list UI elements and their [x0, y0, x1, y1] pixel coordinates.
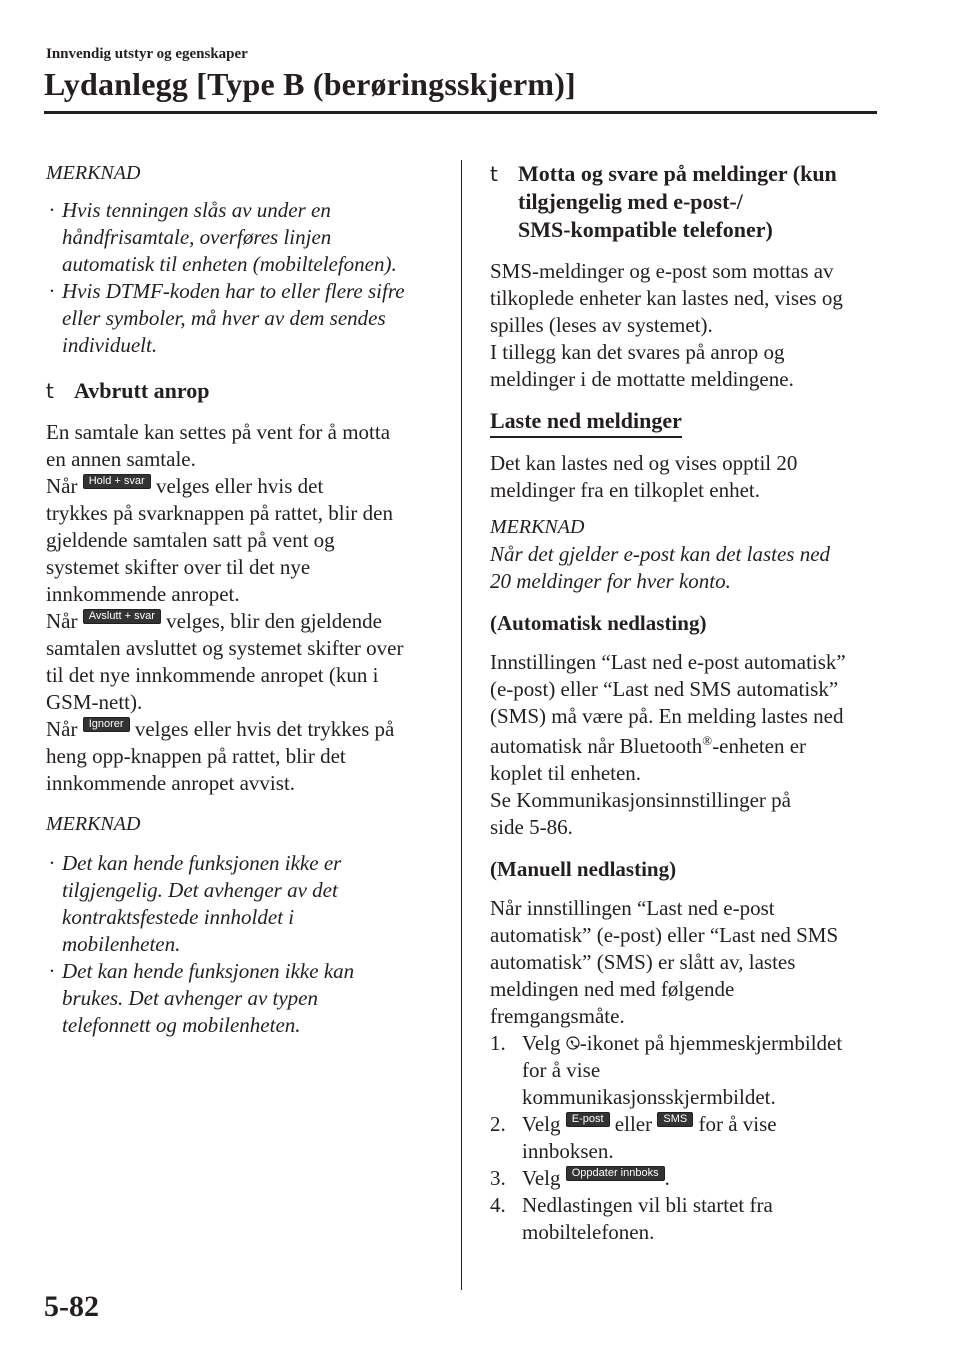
- column-divider: [461, 160, 462, 1290]
- left-column: [46, 160, 444, 1039]
- paragraph: Det kan lastes ned og vises opptil 20 meldinger fra en tilkoplet enhet.: [490, 451, 798, 502]
- sms-button: SMS: [657, 1112, 693, 1127]
- paragraph: SMS-meldinger og e-post som mottas av tilkoplede enheter kan lastes ned, vises og spilles (leses av systemet). I tillegg kan det svares på anrop og meldinger i de mottatte meldingene.: [490, 259, 843, 391]
- section-marker-icon: t: [46, 379, 54, 403]
- note-bullet: · Det kan hende funksjonen ikke er tilgjengelig. Det avhenger av det kontraktsfestede innholdet i mobilenheten.: [49, 851, 342, 956]
- step-2: 2. Velg E-post eller SMS for å vise innboksen.: [490, 1112, 777, 1163]
- subheading-manuell: (Manuell nedlasting): [490, 857, 677, 881]
- section-heading-motta-meldinger: t Motta og svare på meldinger (kun tilgjengelig med e-post-/ SMS-kompatible telefoner): [490, 161, 837, 242]
- page-number: 5-82: [44, 1290, 99, 1323]
- hold-svar-button: Hold + svar: [83, 474, 151, 489]
- note-text: Når det gjelder e-post kan det lastes ned 20 meldinger for hver konto.: [490, 542, 831, 593]
- note-bullet: · Hvis DTMF-koden har to eller flere sifre eller symboler, må hver av dem sendes individuelt.: [49, 279, 405, 357]
- section-marker-icon: t: [490, 162, 498, 186]
- oppdater-innboks-button: Oppdater innboks: [566, 1166, 665, 1181]
- header-section: Innvendig utstyr og egenskaper: [46, 46, 248, 62]
- paragraph: En samtale kan settes på vent for å motta en annen samtale. Når Hold + svar velges eller hvis det trykkes på svarknappen på rattet, blir den gjeldende samtalen satt på vent og systemet skifter over til det nye innkommende anropet. Når Avslutt + svar velges, blir den gjeldende samtalen avsluttet og systemet skifter over til det nye innkommende anropet (kun i GSM-nett). Når Ignorer velges eller hvis det trykkes på heng opp-knappen på rattet, blir det innkommende anropet avvist.: [46, 420, 404, 795]
- note-bullet: · Det kan hende funksjonen ikke kan brukes. Det avhenger av typen telefonnett og mobilenheten.: [49, 959, 355, 1037]
- communication-icon: [566, 1035, 580, 1051]
- subheading-automatisk: (Automatisk nedlasting): [490, 611, 707, 635]
- subheading-laste-ned: Laste ned meldinger: [490, 407, 682, 438]
- note-heading: MERKNAD: [46, 162, 141, 184]
- epost-button: E-post: [566, 1112, 610, 1127]
- section-heading-avbrutt-anrop: t Avbrutt anrop: [46, 378, 210, 403]
- right-column: [490, 160, 890, 1246]
- step-4: 4. Nedlastingen vil bli startet fra mobiltelefonen.: [490, 1193, 773, 1244]
- note-bullet: · Hvis tenningen slås av under en håndfrisamtale, overføres linjen automatisk til enheten (mobiltelefonen).: [49, 198, 397, 276]
- step-3: 3. Velg Oppdater innboks .: [490, 1166, 670, 1190]
- paragraph: Innstillingen “Last ned e-post automatisk” (e-post) eller “Last ned SMS automatisk” (SMS) må være på. En melding lastes ned automatisk når Bluetooth®-enheten er koplet til enheten. Se Kommunikasjonsinnstillinger på side 5-86.: [490, 650, 846, 839]
- note-heading: MERKNAD: [46, 813, 141, 835]
- header-rule: [44, 111, 877, 114]
- paragraph: Når innstillingen “Last ned e-post automatisk” (e-post) eller “Last ned SMS automatisk” (SMS) er slått av, lastes meldingen ned med følgende fremgangsmåte.: [490, 896, 839, 1028]
- avslutt-svar-button: Avslutt + svar: [83, 609, 161, 624]
- ignorer-button: Ignorer: [83, 717, 130, 732]
- page-title: Lydanlegg [Type B (berøringsskjerm)]: [44, 66, 576, 102]
- step-1: 1. Velg -ikonet på hjemmeskjermbildet for å vise kommunikasjonsskjermbildet.: [490, 1031, 843, 1109]
- note-heading: MERKNAD: [490, 516, 585, 538]
